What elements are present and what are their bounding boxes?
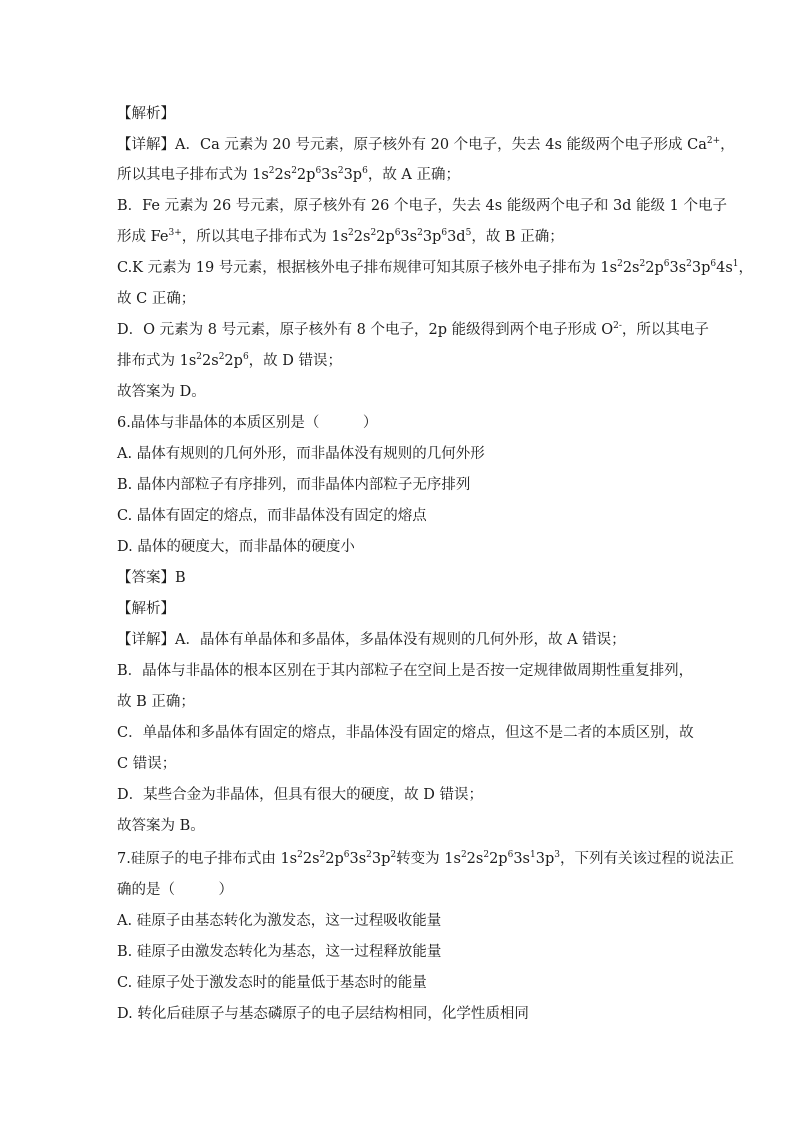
text-line: C．单晶体和多晶体有固定的熔点，非晶体没有固定的熔点，但这不是二者的本质区别，故 bbox=[117, 725, 694, 741]
text-line: 所以其电子排布式为 $1s^22s^22p^63s^23p^6$，故 A 正确； bbox=[117, 166, 461, 183]
text-line: C.K 元素为 19 号元素，根据核外电子排布规律可知其原子核外电子排布为 $1s^22s^22p^63s^23p^64s^1$， bbox=[117, 259, 754, 276]
answer-heading: 【答案】B bbox=[117, 570, 186, 586]
text-line: 故 B 正确； bbox=[117, 694, 195, 710]
text-line: D．某些合金为非晶体，但具有很大的硬度，故 D 错误； bbox=[117, 787, 483, 803]
text-line: B．Fe 元素为 26 号元素，原子核外有 26 个电子，失去 4s 能级两个电子和 3d 能级 1 个电子 bbox=[117, 198, 728, 214]
question-6-stem: 6.晶体与非晶体的本质区别是（ ） bbox=[117, 415, 378, 431]
answer-line: 故答案为 D。 bbox=[117, 384, 206, 400]
text-line: 形成 $Fe^{3+}$，所以其电子排布式为 $1s^22s^22p^63s^23p^63d^5$，故 B 正确； bbox=[117, 228, 564, 245]
text-line: C 错误； bbox=[117, 756, 177, 772]
question-7-option-c: C. 硅原子处于激发态时的能量低于基态时的能量 bbox=[117, 975, 427, 991]
text-line: D．O 元素为 8 号元素，原子核外有 8 个电子，2p 能级得到两个电子形成 $O^{2-}$，所以其电子 bbox=[117, 321, 709, 338]
answer-line: 故答案为 B。 bbox=[117, 818, 205, 834]
text-line: B．晶体与非晶体的根本区别在于其内部粒子在空间上是否按一定规律做周期性重复排列， bbox=[117, 663, 694, 679]
section-heading-analysis: 【解析】 bbox=[117, 106, 175, 122]
text-line: 【详解】A．Ca 元素为 20 号元素，原子核外有 20 个电子，失去 4s 能级两个电子形成 $Ca^{2+}$， bbox=[117, 136, 735, 153]
question-7-option-d: D. 转化后硅原子与基态磷原子的电子层结构相同，化学性质相同 bbox=[117, 1006, 529, 1022]
question-6-option-c: C. 晶体有固定的熔点，而非晶体没有固定的熔点 bbox=[117, 508, 427, 524]
section-heading-analysis: 【解析】 bbox=[117, 601, 175, 617]
question-7-option-a: A. 硅原子由基态转化为激发态，这一过程吸收能量 bbox=[117, 913, 442, 929]
question-6-option-b: B. 晶体内部粒子有序排列，而非晶体内部粒子无序排列 bbox=[117, 477, 471, 493]
question-6-option-a: A. 晶体有规则的几何外形，而非晶体没有规则的几何外形 bbox=[117, 446, 485, 462]
question-7-stem: 7.硅原子的电子排布式由 $1s^22s^22p^63s^23p^2$转变为 $1s^22s^22p^63s^13p^3$，下列有关该过程的说法正 bbox=[117, 850, 734, 867]
question-7-option-b: B. 硅原子由激发态转化为基态，这一过程释放能量 bbox=[117, 944, 442, 960]
text-line: 排布式为 $1s^22s^22p^6$，故 D 错误； bbox=[117, 352, 343, 369]
question-6-option-d: D. 晶体的硬度大，而非晶体的硬度小 bbox=[117, 539, 355, 555]
text-line: 故 C 正确； bbox=[117, 291, 196, 307]
question-7-stem-cont: 确的是（ ） bbox=[117, 882, 233, 898]
text-line: 【详解】A．晶体有单晶体和多晶体，多晶体没有规则的几何外形，故 A 错误； bbox=[117, 632, 626, 648]
